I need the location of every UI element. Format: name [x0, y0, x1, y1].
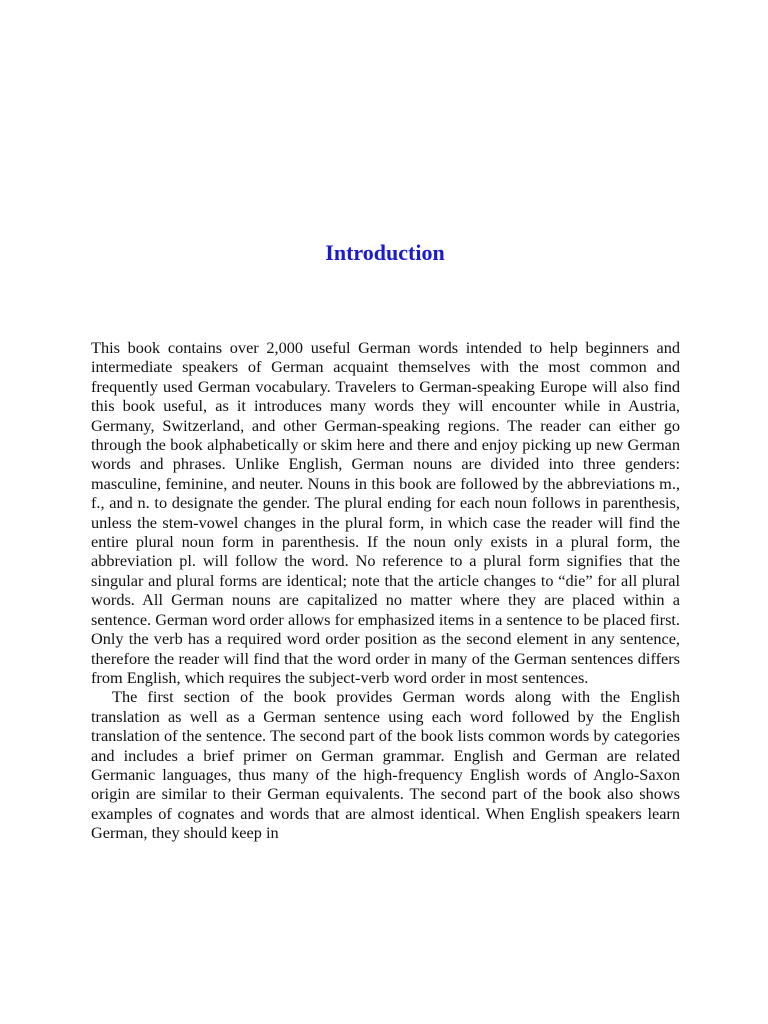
body-text [91, 338, 680, 843]
paragraph-1: This book contains over 2,000 useful German words intended to help beginners and intermediate speakers of German acquaint themselves with the most common and frequently used German vocabulary. Travelers to German-speaking Europe will also find this book useful, as it introduces many words they will encounter while in Austria, Germany, Switzerland, and other German-speaking regions. The reader can either go through the book alphabetically or skim here and there and enjoy picking up new German words and phrases. Unlike English, German nouns are divided into three genders: masculine, feminine, and neuter. Nouns in this book are followed by the abbreviations m., f., and n. to designate the gender. The plural ending for each noun follows in parenthesis, unless the stem-vowel changes in the plural form, in which case the reader will find the entire plural noun form in parenthesis. If the noun only exists in a plural form, the abbreviation pl. will follow the word. No reference to a plural form signifies that the singular and plural forms are identical; note that the article changes to “die” for all plural words. All German nouns are capitalized no matter where they are placed within a sentence. German word order allows for emphasized items in a sentence to be placed first. Only the verb has a required word order position as the second element in any sentence, therefore the reader will find that the word order in many of the German sentences differs from English, which requires the subject-verb word order in most sentences. [91, 338, 680, 687]
paragraph-2: The first section of the book provides German words along with the English translation as well as a German sentence using each word followed by the English translation of the sentence. The second part of the book lists common words by categories and includes a brief primer on German grammar. English and German are related Germanic languages, thus many of the high-frequency English words of Anglo-Saxon origin are similar to their German equivalents. The second part of the book also shows examples of cognates and words that are almost identical. When English speakers learn German, they should keep in [91, 687, 680, 843]
page-title: Introduction [325, 240, 445, 265]
